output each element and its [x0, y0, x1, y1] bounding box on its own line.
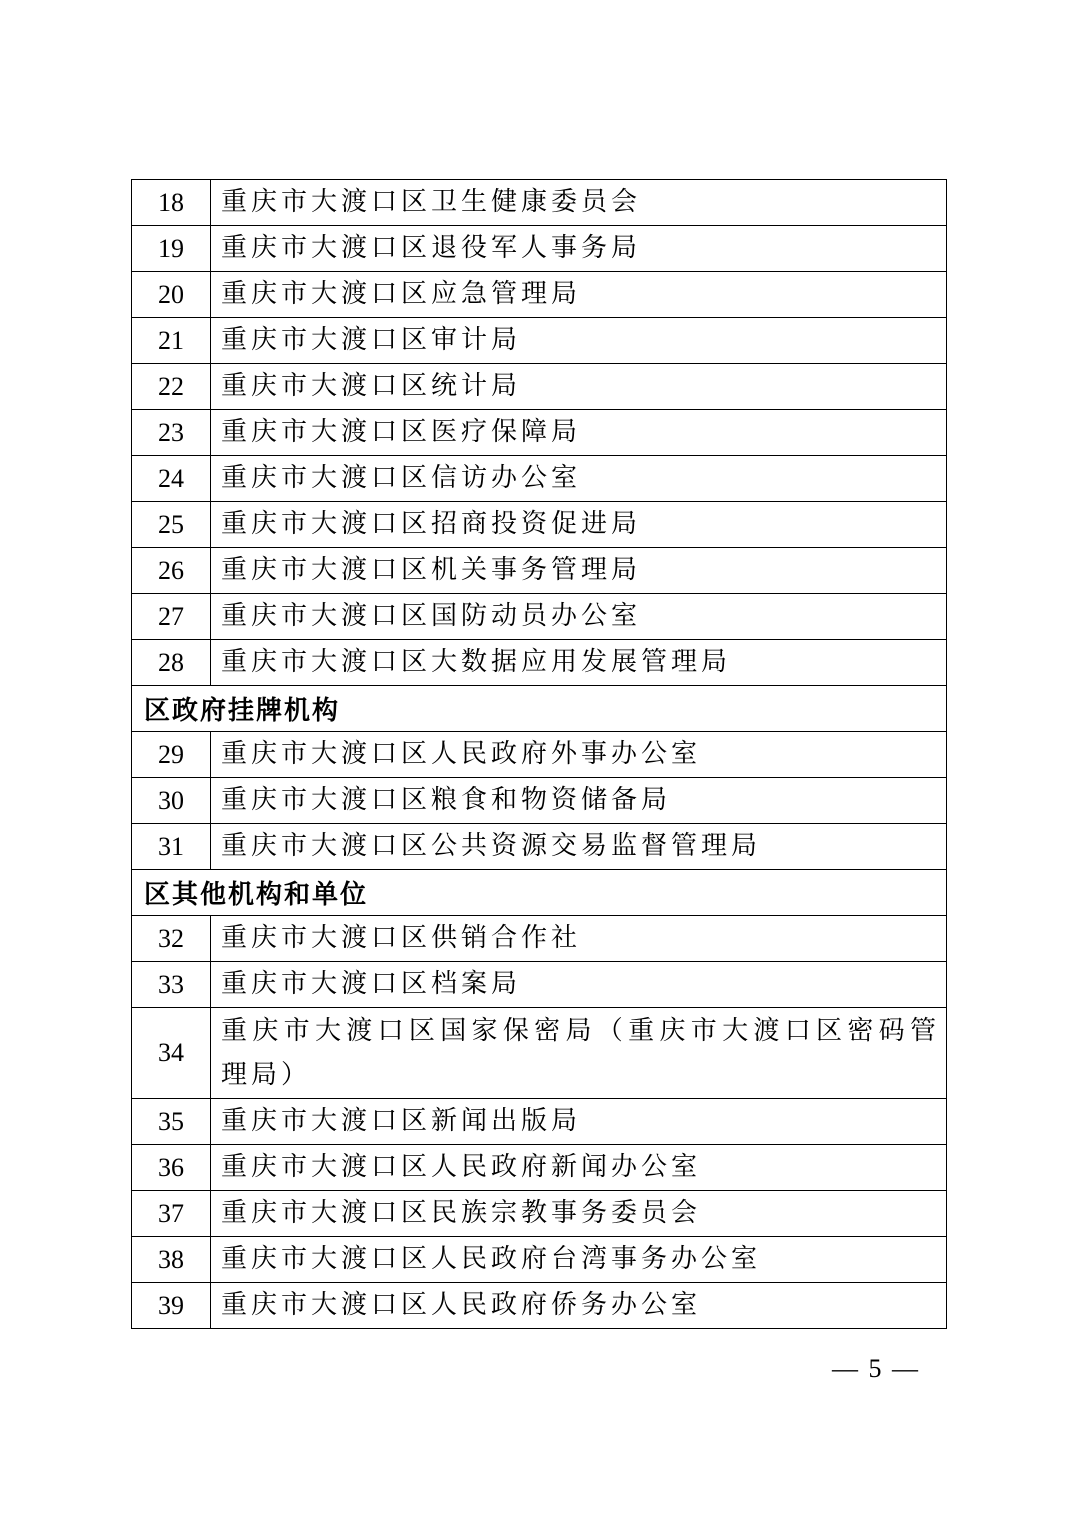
table-row	[132, 318, 947, 364]
row-number: 31	[132, 824, 211, 870]
section-header-row	[132, 870, 947, 916]
row-number: 32	[132, 916, 211, 962]
table-row	[132, 1191, 947, 1237]
organization-name: 重庆市大渡口区国家保密局（重庆市大渡口区密码管理局）	[211, 1008, 947, 1099]
table-row	[132, 1237, 947, 1283]
organization-name: 重庆市大渡口区机关事务管理局	[211, 548, 947, 594]
table-row	[132, 1283, 947, 1329]
organization-name: 重庆市大渡口区新闻出版局	[211, 1099, 947, 1145]
table-row	[132, 916, 947, 962]
row-number: 27	[132, 594, 211, 640]
row-number: 36	[132, 1145, 211, 1191]
organization-name: 重庆市大渡口区档案局	[211, 962, 947, 1008]
row-number: 18	[132, 180, 211, 226]
row-number: 39	[132, 1283, 211, 1329]
table-row	[132, 364, 947, 410]
organization-name: 重庆市大渡口区粮食和物资储备局	[211, 778, 947, 824]
row-number: 22	[132, 364, 211, 410]
organization-name: 重庆市大渡口区信访办公室	[211, 456, 947, 502]
table-row	[132, 1008, 947, 1099]
table-row	[132, 410, 947, 456]
table-row	[132, 502, 947, 548]
organization-name: 重庆市大渡口区统计局	[211, 364, 947, 410]
organization-name: 重庆市大渡口区人民政府侨务办公室	[211, 1283, 947, 1329]
organization-name: 重庆市大渡口区招商投资促进局	[211, 502, 947, 548]
table-row	[132, 180, 947, 226]
table-row	[132, 778, 947, 824]
organization-name: 重庆市大渡口区供销合作社	[211, 916, 947, 962]
organization-name: 重庆市大渡口区民族宗教事务委员会	[211, 1191, 947, 1237]
row-number: 37	[132, 1191, 211, 1237]
section-title-plaque-institutions: 区政府挂牌机构	[132, 686, 947, 732]
row-number: 19	[132, 226, 211, 272]
organization-name: 重庆市大渡口区卫生健康委员会	[211, 180, 947, 226]
row-number: 28	[132, 640, 211, 686]
row-number: 23	[132, 410, 211, 456]
row-number: 24	[132, 456, 211, 502]
organization-name: 重庆市大渡口区大数据应用发展管理局	[211, 640, 947, 686]
table-row	[132, 962, 947, 1008]
row-number: 30	[132, 778, 211, 824]
organization-name: 重庆市大渡口区退役军人事务局	[211, 226, 947, 272]
row-number: 21	[132, 318, 211, 364]
row-number: 34	[132, 1008, 211, 1099]
section-header-row	[132, 686, 947, 732]
table-row	[132, 1145, 947, 1191]
organization-name: 重庆市大渡口区人民政府台湾事务办公室	[211, 1237, 947, 1283]
section-title-other-institutions: 区其他机构和单位	[132, 870, 947, 916]
page-number: — 5 —	[832, 1354, 920, 1383]
organization-name: 重庆市大渡口区应急管理局	[211, 272, 947, 318]
row-number: 29	[132, 732, 211, 778]
organization-name: 重庆市大渡口区国防动员办公室	[211, 594, 947, 640]
table-row	[132, 456, 947, 502]
table-row	[132, 824, 947, 870]
organization-name: 重庆市大渡口区人民政府新闻办公室	[211, 1145, 947, 1191]
row-number: 33	[132, 962, 211, 1008]
row-number: 26	[132, 548, 211, 594]
row-number: 35	[132, 1099, 211, 1145]
table-row	[132, 1099, 947, 1145]
table-row	[132, 548, 947, 594]
table-row	[132, 640, 947, 686]
organization-table	[131, 179, 947, 1329]
row-number: 38	[132, 1237, 211, 1283]
organization-name: 重庆市大渡口区审计局	[211, 318, 947, 364]
table-row	[132, 226, 947, 272]
table-row	[132, 272, 947, 318]
organization-name: 重庆市大渡口区人民政府外事办公室	[211, 732, 947, 778]
organization-name: 重庆市大渡口区医疗保障局	[211, 410, 947, 456]
table-row	[132, 732, 947, 778]
organization-name: 重庆市大渡口区公共资源交易监督管理局	[211, 824, 947, 870]
row-number: 25	[132, 502, 211, 548]
table-row	[132, 594, 947, 640]
row-number: 20	[132, 272, 211, 318]
